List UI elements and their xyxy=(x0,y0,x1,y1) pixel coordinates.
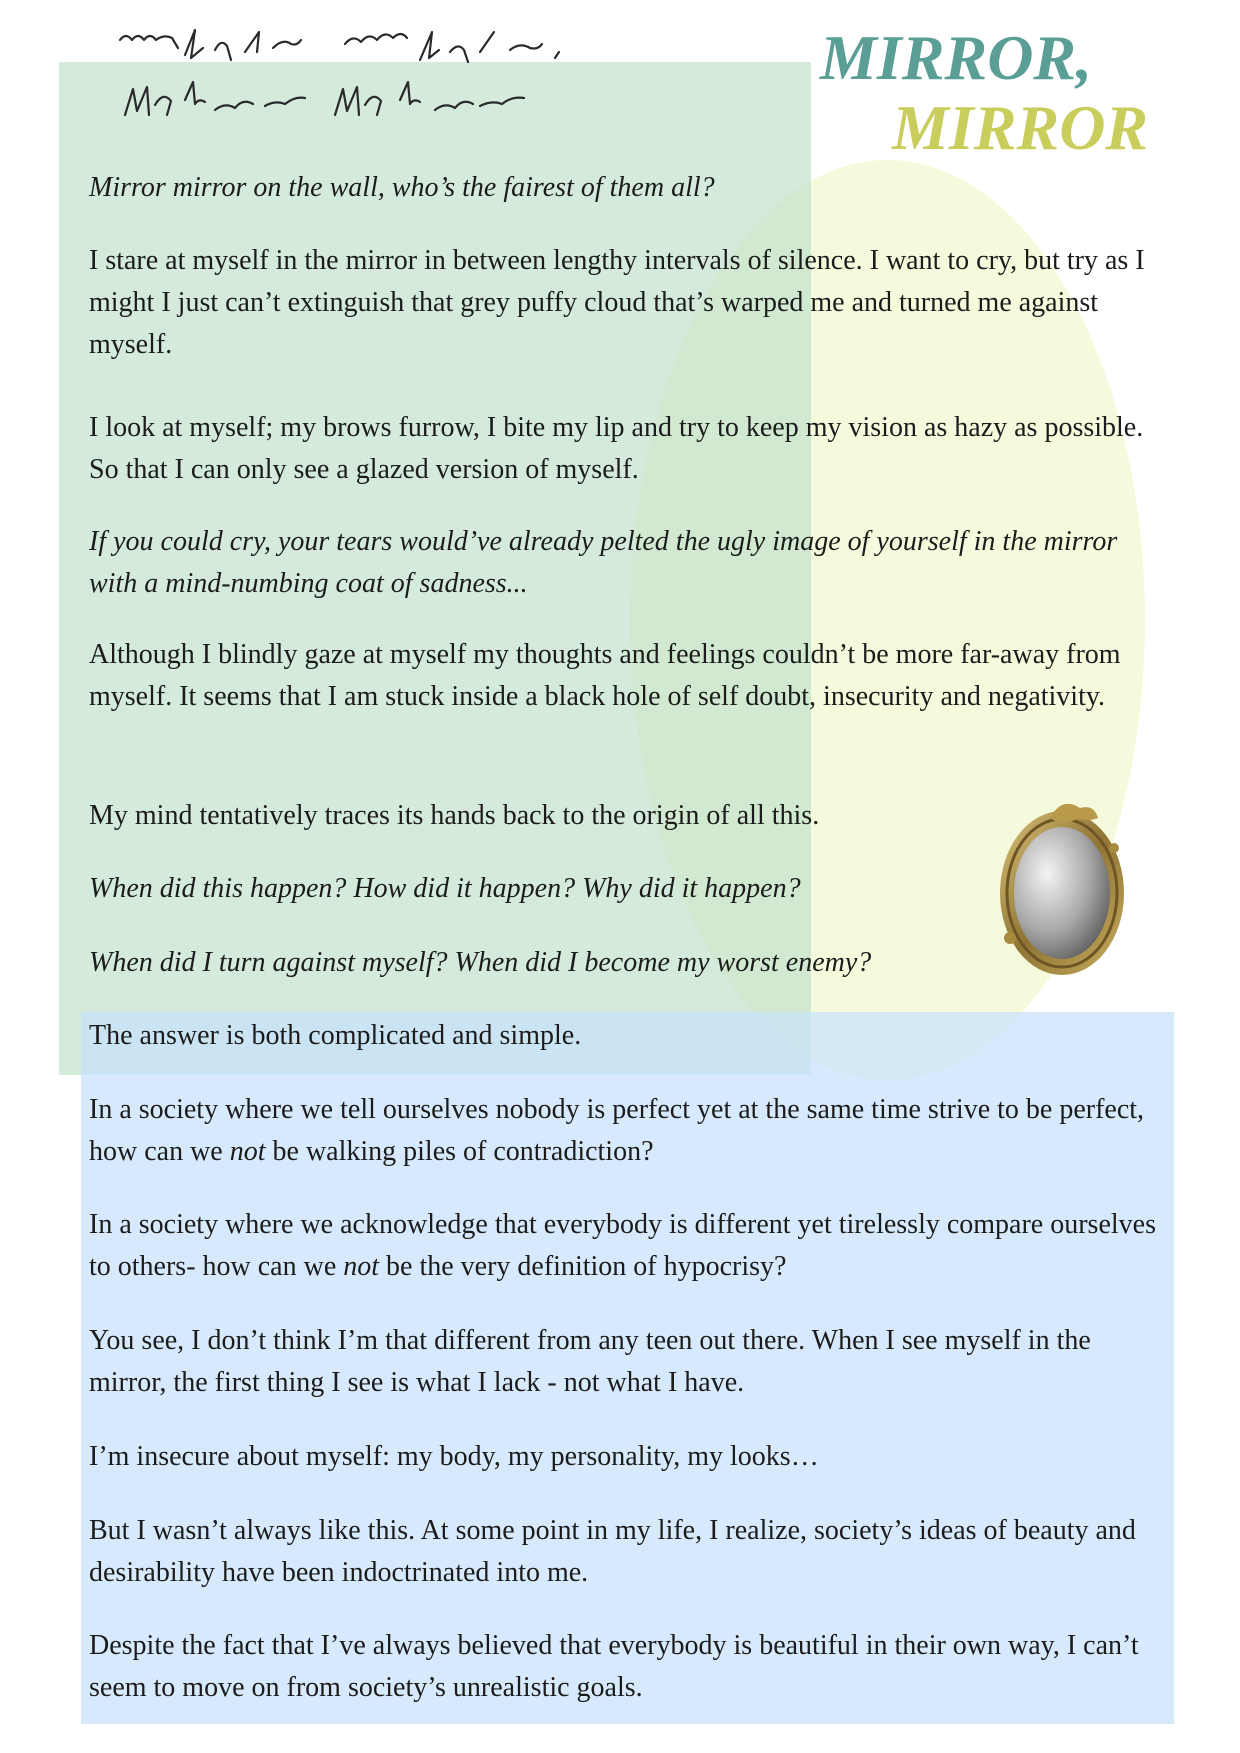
paragraph-10-emphasis: not xyxy=(229,1136,266,1167)
paragraph-12: You see, I don’t think I’m that different from any teen out there. When I see myself in the mirror, the first thing I see is what I lack - not what I have. xyxy=(89,1325,1091,1398)
page-title xyxy=(780,18,1200,163)
paragraph-10-text-before: In a society where we tell ourselves nobody is perfect yet at the same time strive to be perfect, how can we xyxy=(89,1094,1145,1167)
paragraph-11 xyxy=(89,1204,1169,1288)
paragraph-2: I stare at myself in the mirror in between lengthy intervals of silence. I want to cry, but try as I might I just can’t extinguish that grey puffy cloud that’s warped me and turned me against myself. xyxy=(89,245,1145,360)
paragraph-11-emphasis: not xyxy=(343,1251,380,1282)
paragraph-11-text-after: be the very definition of hypocrisy? xyxy=(379,1251,787,1282)
paragraph-7: When did this happen? How did it happen? Why did it happen? xyxy=(89,873,801,904)
paragraph-9: The answer is both complicated and simple. xyxy=(89,1020,582,1051)
paragraph-8: When did I turn against myself? When did I become my worst enemy? xyxy=(89,947,872,978)
paragraph-6: My mind tentatively traces its hands back to the origin of all this. xyxy=(89,800,820,831)
paragraph-13: I’m insecure about myself: my body, my personality, my looks… xyxy=(89,1441,819,1472)
paragraph-14: But I wasn’t always like this. At some point in my life, I realize, society’s ideas of beauty and desirability have been indoctrinated into me. xyxy=(89,1515,1136,1588)
title-line-2: MIRROR xyxy=(892,92,1149,163)
paragraph-11-text-before: In a society where we acknowledge that everybody is different yet tirelessly compare ourselves to others- how can we xyxy=(89,1209,1156,1282)
paragraph-1: Mirror mirror on the wall, who’s the fairest of them all? xyxy=(89,172,715,203)
paragraph-4: If you could cry, your tears would’ve already pelted the ugly image of yourself in the mirror with a mind-numbing coat of sadness... xyxy=(89,526,1118,599)
title-line-1: MIRROR, xyxy=(820,22,1093,93)
paragraph-10-text-after: be walking piles of contradiction? xyxy=(265,1136,654,1167)
paragraph-15: Despite the fact that I’ve always believed that everybody is beautiful in their own way, I can’t seem to move on from society’s unrealistic goals. xyxy=(89,1630,1139,1703)
paragraph-3: I look at myself; my brows furrow, I bite my lip and try to keep my vision as hazy as possible. So that I can only see a glazed version of myself. xyxy=(89,412,1144,485)
paragraph-5: Although I blindly gaze at myself my thoughts and feelings couldn’t be more far-away from myself. It seems that I am stuck inside a black hole of self doubt, insecurity and negativity. xyxy=(89,639,1121,712)
paragraph-10 xyxy=(89,1089,1169,1173)
handwriting-scribble-decoration xyxy=(115,20,685,135)
